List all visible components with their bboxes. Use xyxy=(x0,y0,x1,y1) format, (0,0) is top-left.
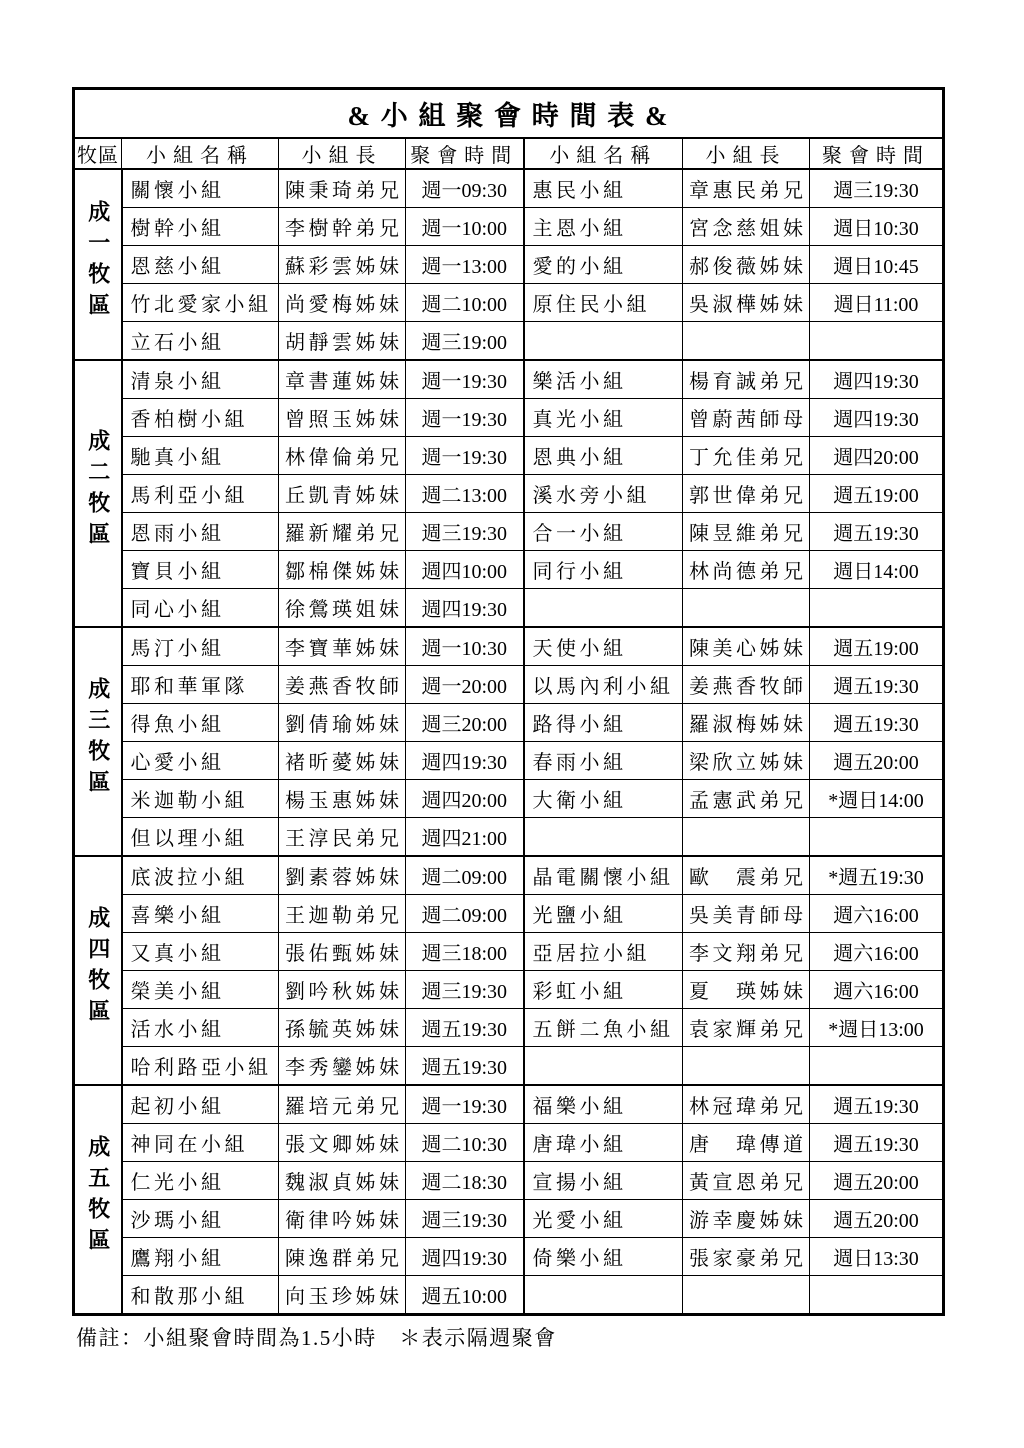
page-title: & 小 組 聚 會 時 間 表 & xyxy=(74,89,944,139)
district-label: 成五牧區 xyxy=(85,1134,111,1259)
group-leader-cell: 梁欣立姊妹 xyxy=(683,742,810,780)
group-leader-cell: 胡靜雲姊妹 xyxy=(279,322,406,361)
meeting-time-cell: 週一20:00 xyxy=(406,666,524,704)
group-name-cell: 心愛小組 xyxy=(122,742,279,780)
group-leader-cell xyxy=(683,589,810,628)
group-leader-cell: 楊育誠弟兄 xyxy=(683,360,810,399)
district-label-cell xyxy=(74,360,122,627)
group-leader-cell: 丁允佳弟兄 xyxy=(683,437,810,475)
meeting-time-cell: 週日14:00 xyxy=(810,551,944,589)
table-row xyxy=(74,475,944,513)
meeting-time-cell: 週日13:30 xyxy=(810,1238,944,1276)
group-leader-cell: 黃宣恩弟兄 xyxy=(683,1162,810,1200)
column-header-meeting-time-2: 聚會時間 xyxy=(810,138,944,169)
table-row xyxy=(74,1009,944,1047)
group-name-cell: 宣揚小組 xyxy=(524,1162,683,1200)
group-leader-cell: 鄒棉傑姊妹 xyxy=(279,551,406,589)
column-header-district: 牧區 xyxy=(74,138,122,169)
group-leader-cell: 張文卿姊妹 xyxy=(279,1124,406,1162)
group-name-cell: 米迦勒小組 xyxy=(122,780,279,818)
meeting-time-cell: 週二13:00 xyxy=(406,475,524,513)
district-label-cell xyxy=(74,169,122,360)
district-label: 成一牧區 xyxy=(85,199,111,324)
group-leader-cell: 張佑甄姊妹 xyxy=(279,933,406,971)
group-name-cell: 清泉小組 xyxy=(122,360,279,399)
meeting-time-cell: 週五20:00 xyxy=(810,1200,944,1238)
group-name-cell: 得魚小組 xyxy=(122,704,279,742)
table-row xyxy=(74,1238,944,1276)
table-row xyxy=(74,169,944,208)
group-name-cell: 倚樂小組 xyxy=(524,1238,683,1276)
group-leader-cell: 陳昱維弟兄 xyxy=(683,513,810,551)
group-leader-cell: 姜燕香牧師 xyxy=(279,666,406,704)
group-name-cell: 合一小組 xyxy=(524,513,683,551)
district-label: 成四牧區 xyxy=(85,905,111,1030)
group-name-cell: 鷹翔小組 xyxy=(122,1238,279,1276)
group-leader-cell: 羅新耀弟兄 xyxy=(279,513,406,551)
group-name-cell: 竹北愛家小組 xyxy=(122,284,279,322)
meeting-time-cell: 週五20:00 xyxy=(810,1162,944,1200)
group-leader-cell: 王迦勒弟兄 xyxy=(279,895,406,933)
meeting-time-cell: 週四20:00 xyxy=(406,780,524,818)
meeting-time-cell: 週五19:30 xyxy=(810,666,944,704)
group-leader-cell: 游幸慶姊妹 xyxy=(683,1200,810,1238)
table-row xyxy=(74,856,944,895)
group-name-cell: 底波拉小組 xyxy=(122,856,279,895)
meeting-time-cell: 週五19:30 xyxy=(406,1009,524,1047)
meeting-time-cell: 週日10:30 xyxy=(810,208,944,246)
meeting-time-cell: 週一19:30 xyxy=(406,399,524,437)
table-row xyxy=(74,246,944,284)
group-leader-cell: 陳逸群弟兄 xyxy=(279,1238,406,1276)
meeting-time-cell: 週五19:00 xyxy=(810,627,944,666)
group-leader-cell: 孟憲武弟兄 xyxy=(683,780,810,818)
group-name-cell xyxy=(524,589,683,628)
table-row xyxy=(74,589,944,628)
group-leader-cell: 歐 震弟兄 xyxy=(683,856,810,895)
meeting-time-cell: 週四19:30 xyxy=(406,742,524,780)
group-leader-cell: 宮念慈姐妹 xyxy=(683,208,810,246)
table-row xyxy=(74,360,944,399)
table-row xyxy=(74,551,944,589)
meeting-time-cell: 週五19:30 xyxy=(810,513,944,551)
meeting-time-cell: 週三19:00 xyxy=(406,322,524,361)
meeting-time-cell: 週二10:00 xyxy=(406,284,524,322)
meeting-time-cell: 週六16:00 xyxy=(810,971,944,1009)
meeting-schedule-table xyxy=(72,87,945,1316)
meeting-time-cell: 週五20:00 xyxy=(810,742,944,780)
group-name-cell: 五餅二魚小組 xyxy=(524,1009,683,1047)
meeting-time-cell: *週五19:30 xyxy=(810,856,944,895)
group-name-cell: 溪水旁小組 xyxy=(524,475,683,513)
table-row xyxy=(74,1200,944,1238)
meeting-time-cell xyxy=(810,1047,944,1086)
group-leader-cell: 蘇彩雲姊妹 xyxy=(279,246,406,284)
group-name-cell: 馬利亞小組 xyxy=(122,475,279,513)
meeting-time-cell: 週五19:30 xyxy=(810,1124,944,1162)
group-name-cell: 同心小組 xyxy=(122,589,279,628)
meeting-time-cell: *週日14:00 xyxy=(810,780,944,818)
group-leader-cell: 李寶華姊妹 xyxy=(279,627,406,666)
group-table-body xyxy=(74,169,944,1315)
table-row xyxy=(74,627,944,666)
group-name-cell: 馳真小組 xyxy=(122,437,279,475)
meeting-time-cell: 週三19:30 xyxy=(406,513,524,551)
meeting-time-cell: 週二10:30 xyxy=(406,1124,524,1162)
table-row xyxy=(74,780,944,818)
group-name-cell: 唐瑋小組 xyxy=(524,1124,683,1162)
table-row xyxy=(74,1047,944,1086)
group-name-cell: 神同在小組 xyxy=(122,1124,279,1162)
table-row xyxy=(74,437,944,475)
district-label-cell xyxy=(74,627,122,856)
meeting-time-cell: 週一19:30 xyxy=(406,1085,524,1124)
district-label-cell xyxy=(74,856,122,1085)
group-leader-cell: 李樹幹弟兄 xyxy=(279,208,406,246)
group-name-cell: 恩典小組 xyxy=(524,437,683,475)
group-name-cell: 起初小組 xyxy=(122,1085,279,1124)
table-row xyxy=(74,1162,944,1200)
group-leader-cell: 李文翔弟兄 xyxy=(683,933,810,971)
group-name-cell: 仁光小組 xyxy=(122,1162,279,1200)
group-leader-cell: 曾照玉姊妹 xyxy=(279,399,406,437)
meeting-time-cell: 週二18:30 xyxy=(406,1162,524,1200)
meeting-time-cell: 週三19:30 xyxy=(810,169,944,208)
group-leader-cell: 袁家輝弟兄 xyxy=(683,1009,810,1047)
group-name-cell: 沙瑪小組 xyxy=(122,1200,279,1238)
meeting-time-cell: 週六16:00 xyxy=(810,895,944,933)
table-row xyxy=(74,704,944,742)
meeting-time-cell: 週五19:30 xyxy=(810,704,944,742)
group-leader-cell: 楊玉惠姊妹 xyxy=(279,780,406,818)
group-leader-cell: 丘凱青姊妹 xyxy=(279,475,406,513)
table-row xyxy=(74,818,944,857)
group-name-cell: 恩慈小組 xyxy=(122,246,279,284)
meeting-time-cell: 週日11:00 xyxy=(810,284,944,322)
meeting-time-cell: 週一19:30 xyxy=(406,437,524,475)
group-leader-cell: 郝俊薇姊妹 xyxy=(683,246,810,284)
header-row xyxy=(74,138,944,169)
group-name-cell xyxy=(524,1047,683,1086)
meeting-time-cell: 週一19:30 xyxy=(406,360,524,399)
meeting-time-cell: *週日13:00 xyxy=(810,1009,944,1047)
meeting-time-cell: 週一09:30 xyxy=(406,169,524,208)
group-name-cell: 主恩小組 xyxy=(524,208,683,246)
group-name-cell: 榮美小組 xyxy=(122,971,279,1009)
group-name-cell: 真光小組 xyxy=(524,399,683,437)
group-leader-cell: 林偉倫弟兄 xyxy=(279,437,406,475)
group-leader-cell: 羅淑梅姊妹 xyxy=(683,704,810,742)
group-leader-cell: 林尚德弟兄 xyxy=(683,551,810,589)
column-header-group-name-2: 小組名稱 xyxy=(524,138,683,169)
group-leader-cell: 劉吟秋姊妹 xyxy=(279,971,406,1009)
group-name-cell: 惠民小組 xyxy=(524,169,683,208)
group-name-cell xyxy=(524,1276,683,1315)
table-row xyxy=(74,208,944,246)
meeting-time-cell: 週二09:00 xyxy=(406,856,524,895)
footnote: 備註：小組聚會時間為1.5小時 ＊表示隔週聚會 xyxy=(76,1326,557,1350)
group-leader-cell xyxy=(683,322,810,361)
table-row xyxy=(74,1276,944,1315)
group-leader-cell xyxy=(683,1276,810,1315)
district-label: 成二牧區 xyxy=(85,428,111,553)
table-row xyxy=(74,895,944,933)
table-row xyxy=(74,284,944,322)
group-name-cell: 樂活小組 xyxy=(524,360,683,399)
meeting-time-cell: 週五19:30 xyxy=(406,1047,524,1086)
group-leader-cell xyxy=(683,1047,810,1086)
meeting-time-cell: 週一13:00 xyxy=(406,246,524,284)
group-name-cell: 天使小組 xyxy=(524,627,683,666)
group-name-cell: 立石小組 xyxy=(122,322,279,361)
table-row xyxy=(74,513,944,551)
group-name-cell: 大衛小組 xyxy=(524,780,683,818)
group-name-cell: 同行小組 xyxy=(524,551,683,589)
group-name-cell: 寶貝小組 xyxy=(122,551,279,589)
group-name-cell: 恩雨小組 xyxy=(122,513,279,551)
meeting-time-cell: 週三19:30 xyxy=(406,1200,524,1238)
meeting-time-cell: 週三18:00 xyxy=(406,933,524,971)
table-row xyxy=(74,1085,944,1124)
group-name-cell: 晶電關懷小組 xyxy=(524,856,683,895)
group-leader-cell: 章書蓮姊妹 xyxy=(279,360,406,399)
table-row xyxy=(74,933,944,971)
group-leader-cell: 李秀鑾姊妹 xyxy=(279,1047,406,1086)
meeting-time-cell: 週五10:00 xyxy=(406,1276,524,1315)
meeting-time-cell: 週六16:00 xyxy=(810,933,944,971)
group-name-cell: 活水小組 xyxy=(122,1009,279,1047)
group-leader-cell: 尚愛梅姊妹 xyxy=(279,284,406,322)
meeting-time-cell xyxy=(810,818,944,857)
table-row xyxy=(74,322,944,361)
meeting-time-cell: 週二09:00 xyxy=(406,895,524,933)
meeting-time-cell xyxy=(810,1276,944,1315)
meeting-time-cell: 週五19:00 xyxy=(810,475,944,513)
column-header-meeting-time: 聚會時間 xyxy=(406,138,524,169)
group-leader-cell: 陳秉琦弟兄 xyxy=(279,169,406,208)
group-name-cell: 香柏樹小組 xyxy=(122,399,279,437)
group-leader-cell: 吳淑樺姊妹 xyxy=(683,284,810,322)
meeting-time-cell: 週四19:30 xyxy=(406,1238,524,1276)
meeting-time-cell: 週五19:30 xyxy=(810,1085,944,1124)
group-leader-cell: 吳美青師母 xyxy=(683,895,810,933)
group-leader-cell: 郭世偉弟兄 xyxy=(683,475,810,513)
meeting-time-cell: 週日10:45 xyxy=(810,246,944,284)
group-leader-cell: 衛律吟姊妹 xyxy=(279,1200,406,1238)
meeting-time-cell: 週四21:00 xyxy=(406,818,524,857)
group-name-cell xyxy=(524,818,683,857)
meeting-time-cell: 週四10:00 xyxy=(406,551,524,589)
group-name-cell: 亞居拉小組 xyxy=(524,933,683,971)
group-leader-cell: 劉倩瑜姊妹 xyxy=(279,704,406,742)
group-leader-cell: 曾蔚茜師母 xyxy=(683,399,810,437)
table-row xyxy=(74,742,944,780)
title-row xyxy=(74,89,944,139)
group-leader-cell: 林冠瑋弟兄 xyxy=(683,1085,810,1124)
group-leader-cell: 向玉珍姊妹 xyxy=(279,1276,406,1315)
table-row xyxy=(74,971,944,1009)
table-row xyxy=(74,1124,944,1162)
group-name-cell: 但以理小組 xyxy=(122,818,279,857)
group-leader-cell: 陳美心姊妹 xyxy=(683,627,810,666)
group-name-cell: 春雨小組 xyxy=(524,742,683,780)
meeting-time-cell: 週四19:30 xyxy=(810,399,944,437)
meeting-time-cell: 週四19:30 xyxy=(406,589,524,628)
meeting-time-cell: 週四20:00 xyxy=(810,437,944,475)
table-row xyxy=(74,666,944,704)
group-name-cell: 路得小組 xyxy=(524,704,683,742)
group-name-cell: 彩虹小組 xyxy=(524,971,683,1009)
meeting-time-cell: 週三20:00 xyxy=(406,704,524,742)
meeting-time-cell xyxy=(810,589,944,628)
group-leader-cell: 姜燕香牧師 xyxy=(683,666,810,704)
column-header-group-leader: 小組長 xyxy=(279,138,406,169)
group-name-cell: 原住民小組 xyxy=(524,284,683,322)
meeting-time-cell: 週四19:30 xyxy=(810,360,944,399)
meeting-time-cell: 週三19:30 xyxy=(406,971,524,1009)
group-name-cell: 樹幹小組 xyxy=(122,208,279,246)
group-name-cell: 愛的小組 xyxy=(524,246,683,284)
group-leader-cell: 王淳民弟兄 xyxy=(279,818,406,857)
group-name-cell: 又真小組 xyxy=(122,933,279,971)
column-header-group-name: 小組名稱 xyxy=(122,138,279,169)
group-leader-cell: 孫毓英姊妹 xyxy=(279,1009,406,1047)
group-leader-cell: 徐鶯瑛姐妹 xyxy=(279,589,406,628)
table-row xyxy=(74,399,944,437)
group-leader-cell: 夏 瑛姊妹 xyxy=(683,971,810,1009)
group-name-cell: 耶和華軍隊 xyxy=(122,666,279,704)
column-header-group-leader-2: 小組長 xyxy=(683,138,810,169)
group-leader-cell: 羅培元弟兄 xyxy=(279,1085,406,1124)
district-label-cell xyxy=(74,1085,122,1315)
group-name-cell: 關懷小組 xyxy=(122,169,279,208)
group-leader-cell: 褚昕薆姊妹 xyxy=(279,742,406,780)
group-name-cell: 以馬內利小組 xyxy=(524,666,683,704)
meeting-time-cell: 週一10:30 xyxy=(406,627,524,666)
meeting-time-cell: 週一10:00 xyxy=(406,208,524,246)
group-name-cell xyxy=(524,322,683,361)
group-leader-cell: 唐 瑋傳道 xyxy=(683,1124,810,1162)
group-name-cell: 光鹽小組 xyxy=(524,895,683,933)
group-leader-cell xyxy=(683,818,810,857)
group-name-cell: 和散那小組 xyxy=(122,1276,279,1315)
group-leader-cell: 劉素蓉姊妹 xyxy=(279,856,406,895)
group-name-cell: 哈利路亞小組 xyxy=(122,1047,279,1086)
group-leader-cell: 張家豪弟兄 xyxy=(683,1238,810,1276)
group-leader-cell: 章惠民弟兄 xyxy=(683,169,810,208)
group-leader-cell: 魏淑貞姊妹 xyxy=(279,1162,406,1200)
group-name-cell: 光愛小組 xyxy=(524,1200,683,1238)
group-name-cell: 喜樂小組 xyxy=(122,895,279,933)
group-name-cell: 馬汀小組 xyxy=(122,627,279,666)
group-name-cell: 福樂小組 xyxy=(524,1085,683,1124)
meeting-time-cell xyxy=(810,322,944,361)
district-label: 成三牧區 xyxy=(85,676,111,801)
